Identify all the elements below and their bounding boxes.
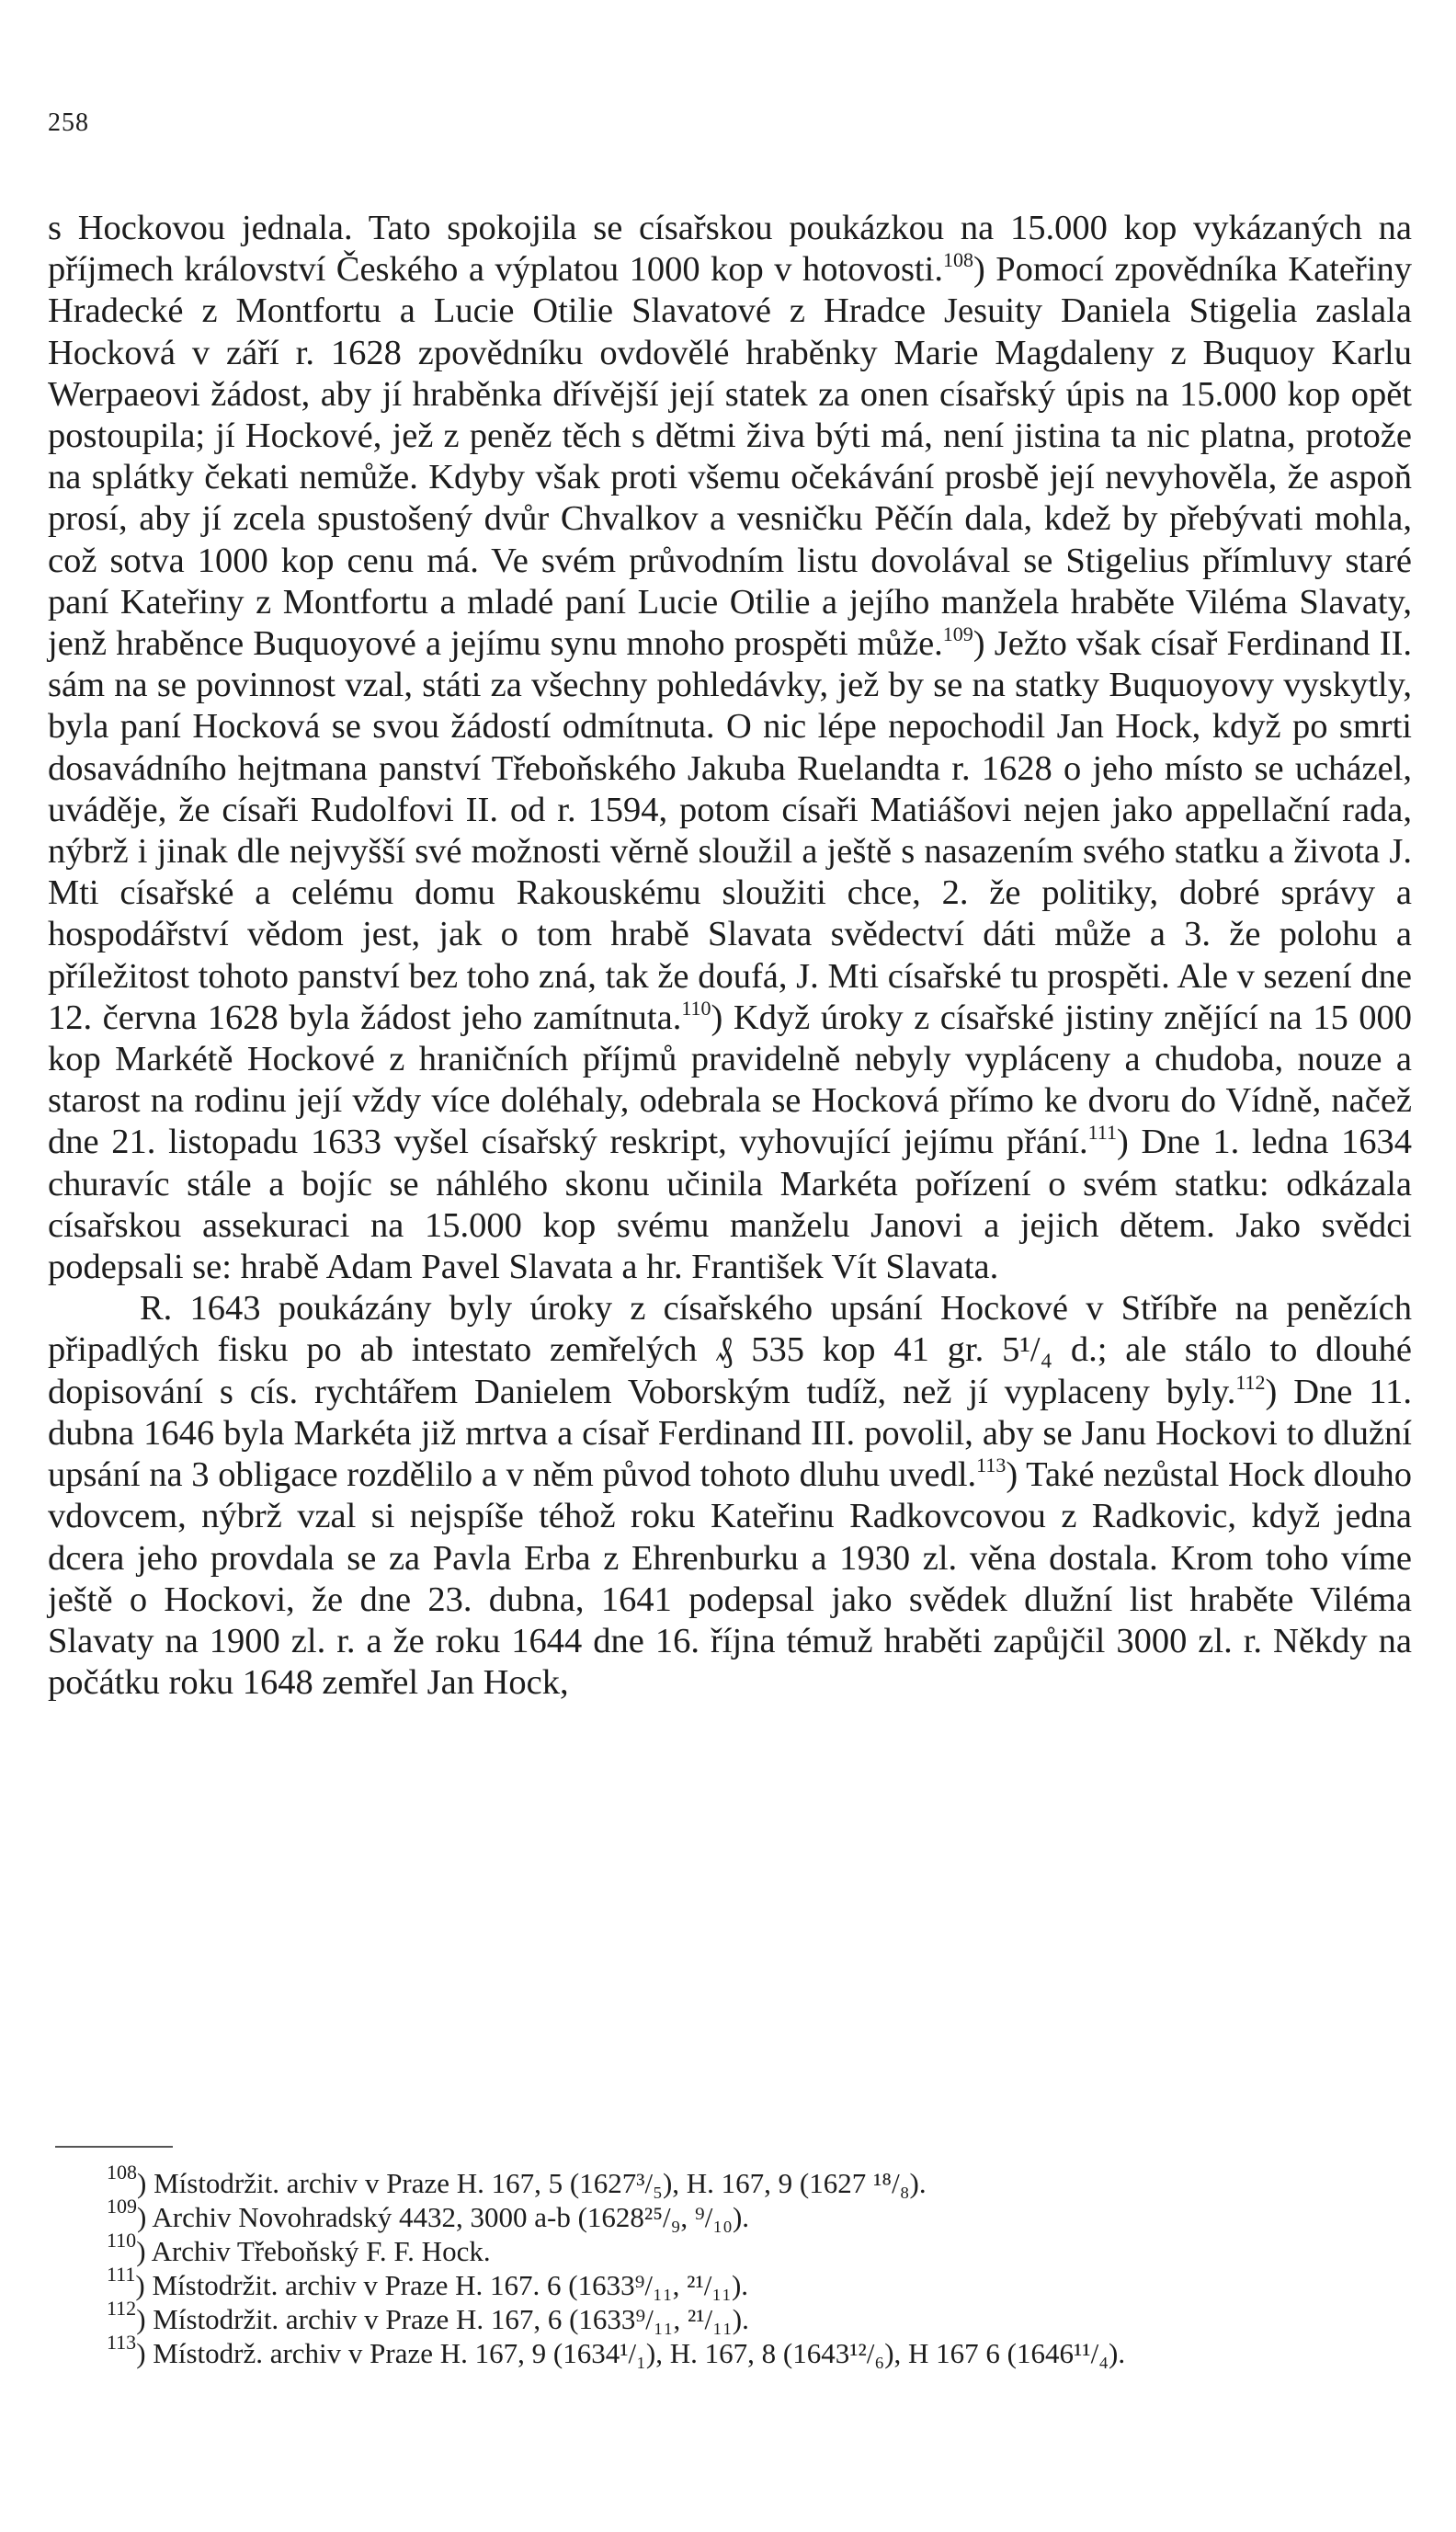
footnote-paren: ) bbox=[137, 2201, 153, 2233]
footnote-number: 110 bbox=[107, 2229, 137, 2252]
footnote bbox=[48, 2229, 1412, 2268]
footnote-number: 112 bbox=[107, 2297, 137, 2320]
footnote-ref: 110 bbox=[681, 996, 711, 1020]
footnote bbox=[48, 2297, 1412, 2336]
footnote-text: Místodržit. archiv v Praze H. 167, 6 (1633⁹/₁₁, ²¹/₁₁). bbox=[153, 2303, 749, 2335]
footnote-text: Místodržit. archiv v Praze H. 167, 5 (1627³/₅), H. 167, 9 (1627 ¹⁸/₈). bbox=[154, 2167, 927, 2199]
footnote-ref: 109 bbox=[942, 622, 973, 646]
footnote bbox=[48, 2195, 1412, 2234]
footnote bbox=[48, 2263, 1412, 2302]
footnote-separator bbox=[55, 2146, 173, 2148]
footnotes bbox=[48, 2161, 1412, 2370]
footnote-number: 109 bbox=[107, 2195, 137, 2218]
footnote-ref: 108 bbox=[942, 248, 973, 272]
footnote-ref: 112 bbox=[1235, 1370, 1266, 1394]
paragraph bbox=[48, 1288, 1412, 1704]
text-run: ) Také nezůstal Hock dlouho vdovcem, nýbrž vzal si nejspíše téhož roku Kateřinu Radkovcovou z Radkovic, když jedna dcera jeho provdala se za Pavla Erba z Ehrenburku a 1930 zl. věna dostala. Krom toho víme ještě o Hockovi, že dne 23. dubna, 1641 podepsal jako svědek dlužní list hraběte Viléma Slavaty na 1900 zl. r. a že roku 1644 dne 16. října témuž hraběti zapůjčil 3000 zl. r. Někdy na počátku roku 1648 zemřel Jan Hock, bbox=[48, 1455, 1412, 1703]
text-run: ) Pomocí zpovědníka Kateřiny Hradecké z Montfortu a Lucie Otilie Slavatové z Hradce Jesuity Daniela Stigelia zaslala Hocková v září r. 1628 zpovědníku ovdovělé hraběnky Marie Magdaleny z Buquoy Karlu Werpaeovi žádost, aby jí hraběnka dřívější její statek za onen císařský úpis na 15.000 kop opět postoupila; jí Hockové, jež z peněz těch s dětmi živa býti má, není jistina ta nic platna, protože na splátky čekati nemůže. Kdyby však proti všemu očekávání prosbě její nevyhověla, že aspoň prosí, aby jí zcela spustošený dvůr Chvalkov a vesničku Pěčín dala, kdež by přebývati mohla, což sotva 1000 kop cenu má. Ve svém průvodním listu dovolával se Stigelius přímluvy staré paní Kateřiny z Montfortu a mladé paní Lucie Otilie a jejího manžela hraběte Viléma Slavaty, jenž hraběnce Buquoyové a jejímu synu mnoho prospěti může. bbox=[48, 250, 1412, 664]
footnote-text: Místodržit. archiv v Praze H. 167. 6 (1633⁹/₁₁, ²¹/₁₁). bbox=[152, 2269, 749, 2301]
footnote bbox=[48, 2331, 1412, 2370]
text-run: ) Když úroky z císařské jistiny znějící na 15 000 kop Markétě Hockové z hraničních příjmů pravidelně nebyly vypláceny a chudoba, nouze a starost na rodinu její vždy více doléhaly, odebrala se Hocková přímo ke dvoru do Vídně, načež dne 21. listopadu 1633 vyšel císařský reskript, vyhovující jejímu přání. bbox=[48, 998, 1412, 1162]
page-number: 258 bbox=[48, 108, 89, 137]
footnote-text: Archiv Novohradský 4432, 3000 a-b (1628²⁵/₉, ⁹/₁₀). bbox=[152, 2201, 750, 2233]
text-run: R. 1643 poukázány byly úroky z císařského upsání Hockové v Stříbře na penězích připadlých fisku po ab intestato zemřelých ₰ 535 kop 41 gr. 5¹/₄ d.; ale stálo to dlouhé dopisování s cís. rychtářem Danielem Voborským tudíž, než jí vyplaceny byly. bbox=[48, 1289, 1412, 1411]
text-run: ) Dne 1. ledna 1634 churavíc stále a bojíc se náhlého skonu učinila Markéta pořízení o svém statku: odkázala císařskou assekuraci na 15.000 kop svému manželu Janovi a jejich dětem. Jako svědci podepsali se: hrabě Adam Pavel Slavata a hr. František Vít Slavata. bbox=[48, 1123, 1412, 1287]
paragraph bbox=[48, 208, 1412, 1288]
body-text bbox=[48, 208, 1412, 1704]
footnote bbox=[48, 2161, 1412, 2200]
footnote-ref: 113 bbox=[976, 1454, 1007, 1477]
footnote-number: 113 bbox=[107, 2331, 137, 2354]
text-run: ) Ježto však císař Ferdinand II. sám na se povinnost vzal, státi za všechny pohledávky, jež by se na statky Buquoyovy vyskytly, byla paní Hocková se svou žádostí odmítnuta. O nic lépe nepochodil Jan Hock, když po smrti dosavádního hejtmana panství Třeboňského Jakuba Ruelandta r. 1628 o jeho místo se ucházel, uváděje, že císaři Rudolfovi II. od r. 1594, potom císaři Matiášovi nejen jako appellační rada, nýbrž i jinak dle nejvyšší své možnosti věrně sloužil a ještě s nasazením svého statku a života J. Mti císařské a celému domu Rakouskému sloužiti chce, 2. že politiky, dobré správy a hospodářství vědom jest, jak o tom hrabě Slavata svědectví dáti může a 3. že polohu a příležitost tohoto panství bez toho zná, tak že doufá, J. Mti císařské tu prospěti. Ale v sezení dne 12. června 1628 byla žádost jeho zamítnuta. bbox=[48, 624, 1412, 1037]
footnote-text: Archiv Třeboňský F. F. Hock. bbox=[151, 2235, 491, 2267]
footnote-text: Místodrž. archiv v Praze H. 167, 9 (1634¹/₁), H. 167, 8 (1643¹²/₆), H 167 6 (1646¹¹/₄). bbox=[153, 2337, 1126, 2369]
footnote-paren: ) bbox=[136, 2337, 154, 2369]
footnote-paren: ) bbox=[137, 2167, 154, 2199]
footnote-paren: ) bbox=[136, 2303, 154, 2335]
footnote-ref: 111 bbox=[1087, 1121, 1117, 1145]
text-run: ) Dne 11. dubna 1646 byla Markéta již mrtva a císař Ferdinand III. povolil, aby se Janu Hockovi to dlužní upsání na 3 obligace rozdělilo a v něm původ tohoto dluhu uvedl. bbox=[48, 1372, 1412, 1495]
footnote-number: 108 bbox=[107, 2161, 137, 2184]
text-run: s Hockovou jednala. Tato spokojila se císařskou poukázkou na 15.000 kop vykázaných na příjmech království Českého a výplatou 1000 kop v hotovosti. bbox=[48, 209, 1412, 290]
footnote-paren: ) bbox=[136, 2235, 152, 2267]
footnote-paren: ) bbox=[135, 2269, 153, 2301]
footnote-number: 111 bbox=[107, 2263, 136, 2286]
